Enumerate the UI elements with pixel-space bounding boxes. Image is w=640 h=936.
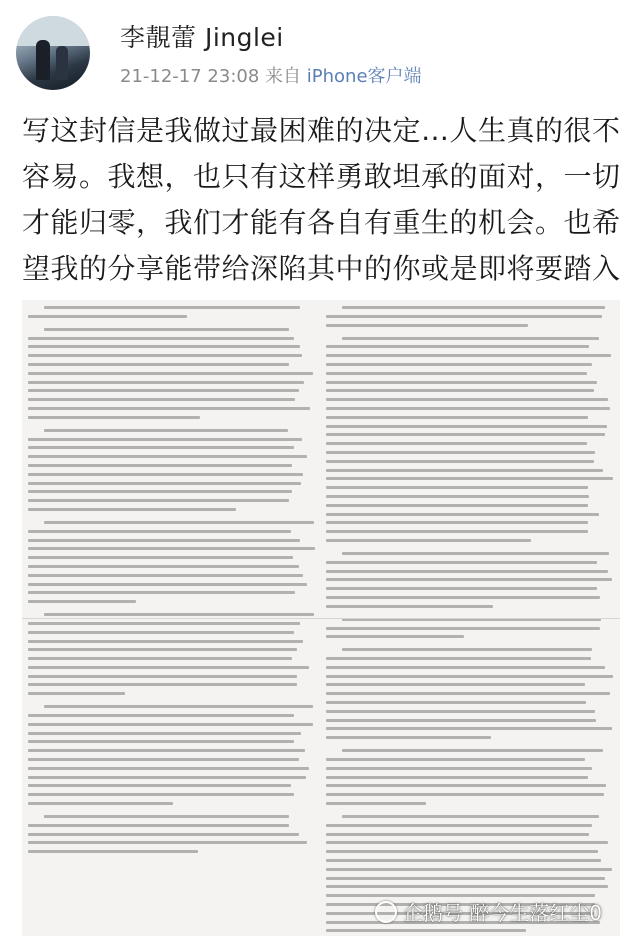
letter-text-line (28, 802, 173, 805)
letter-text-line (44, 815, 289, 818)
letter-text-line (326, 666, 605, 669)
letter-text-line (28, 631, 294, 634)
letter-text-line (28, 622, 300, 625)
letter-paragraph (326, 552, 614, 608)
letter-text-line (28, 556, 293, 559)
letter-text-line (28, 499, 289, 502)
letter-image (22, 300, 620, 936)
letter-paragraph (28, 306, 316, 318)
letter-text-line (342, 306, 605, 309)
letter-text-line (326, 776, 588, 779)
letter-text-line (326, 784, 606, 787)
avatar-figure (56, 46, 68, 80)
letter-text-line (326, 767, 592, 770)
letter-text-line (326, 824, 592, 827)
letter-text-line (326, 513, 599, 516)
letter-text-line (28, 354, 302, 357)
letter-paragraph (326, 749, 614, 805)
letter-text-line (326, 407, 610, 410)
letter-text-line (44, 613, 314, 616)
letter-text-line (326, 345, 589, 348)
letter-text-line (326, 701, 586, 704)
letter-text-line (326, 372, 587, 375)
letter-text-line (28, 315, 187, 318)
letter-text-line (28, 640, 303, 643)
letter-text-line (28, 692, 125, 695)
letter-text-line (28, 732, 301, 735)
letter-text-line (326, 675, 613, 678)
letter-text-line (28, 833, 299, 836)
letter-text-line (326, 683, 585, 686)
letter-text-line (326, 877, 605, 880)
letter-text-line (326, 530, 588, 533)
letter-text-line (326, 416, 588, 419)
post-meta (120, 62, 422, 88)
letter-text-line (326, 736, 491, 739)
letter-paragraph (326, 648, 614, 739)
penguin-icon (375, 901, 397, 923)
letter-text-line (28, 565, 299, 568)
letter-text-line (342, 337, 599, 340)
avatar-sky (16, 16, 90, 46)
letter-text-line (28, 767, 309, 770)
letter-text-line (326, 451, 595, 454)
letter-fold-line (22, 618, 620, 619)
letter-text-line (28, 372, 313, 375)
letter-text-line (28, 398, 295, 401)
letter-text-line (326, 596, 600, 599)
letter-text-line (28, 337, 294, 340)
letter-text-line (326, 833, 589, 836)
letter-paragraph (28, 705, 316, 805)
post-header (0, 0, 640, 96)
letter-text-line (28, 473, 303, 476)
letter-text-line (44, 705, 313, 708)
letter-text-line (326, 354, 611, 357)
letter-text-line (28, 389, 299, 392)
letter-text-line (326, 389, 594, 392)
letter-text-line (326, 802, 426, 805)
letter-text-line (326, 868, 612, 871)
letter-text-line (28, 648, 297, 651)
letter-text-line (28, 600, 136, 603)
letter-text-line (28, 666, 309, 669)
letter-text-line (28, 740, 294, 743)
letter-paragraph (28, 521, 316, 603)
letter-text-line (326, 469, 603, 472)
letter-text-line (28, 574, 303, 577)
letter-paragraph (28, 613, 316, 695)
letter-text-line (28, 841, 307, 844)
letter-paragraph (28, 815, 316, 853)
watermark-text: 企鹅号 醉今生落红尘0 (402, 901, 602, 925)
letter-text-line (326, 539, 531, 542)
letter-text-line (326, 929, 526, 932)
letter-text-line (342, 552, 609, 555)
source-app-link[interactable]: iPhone客户端 (306, 66, 422, 87)
letter-text-line (28, 490, 292, 493)
letter-text-line (44, 328, 289, 331)
letter-text-line (28, 438, 302, 441)
author-name[interactable]: 李靚蕾 Jinglei (120, 23, 284, 52)
letter-text-line (342, 815, 599, 818)
letter-text-line (326, 315, 602, 318)
letter-text-line (326, 758, 585, 761)
letter-text-line (326, 570, 608, 573)
letter-text-line (326, 885, 608, 888)
letter-text-line (28, 749, 305, 752)
letter-text-line (44, 429, 288, 432)
letter-text-line (28, 776, 306, 779)
letter-text-line (44, 306, 300, 309)
letter-text-line (28, 508, 236, 511)
avatar-figure (36, 40, 50, 80)
letter-text-line (326, 793, 604, 796)
letter-text-line (28, 482, 301, 485)
post-text: 写这封信是我做过最困难的决定…人生真的很不容易。我想，也只有这样勇敢坦承的面对，一切才能归零，我们才能有各自有重生的机会。也希望我的分享能带给深陷其中的你或是即将要踏入 (22, 114, 621, 285)
letter-text-line (326, 398, 608, 401)
letter-text-line (326, 381, 597, 384)
letter-text-line (326, 578, 612, 581)
letter-text-line (28, 455, 307, 458)
letter-text-line (326, 425, 607, 428)
letter-text-line (28, 793, 294, 796)
letter-paragraph (326, 306, 614, 327)
letter-paragraph (28, 429, 316, 511)
letter-text-line (28, 416, 200, 419)
letter-text-line (326, 363, 592, 366)
timestamp: 21-12-17 23:08 (120, 66, 260, 87)
letter-text-line (44, 521, 314, 524)
letter-text-line (326, 727, 612, 730)
letter-text-line (326, 692, 610, 695)
letter-text-line (326, 521, 588, 524)
letter-text-line (28, 758, 299, 761)
watermark (375, 897, 602, 926)
letter-text-line (28, 381, 304, 384)
letter-text-line (28, 657, 292, 660)
letter-text-line (326, 587, 597, 590)
letter-column-left (28, 300, 316, 863)
letter-text-line (28, 407, 310, 410)
letter-text-line (326, 719, 596, 722)
letter-text-line (326, 495, 589, 498)
letter-text-line (28, 446, 294, 449)
letter-text-line (28, 675, 297, 678)
letter-text-line (28, 464, 292, 467)
letter-text-line (28, 530, 291, 533)
letter-text-line (326, 460, 594, 463)
letter-text-line (28, 723, 313, 726)
letter-text-line (28, 683, 297, 686)
letter-text-line (326, 859, 601, 862)
letter-text-line (28, 363, 289, 366)
avatar[interactable] (16, 16, 90, 90)
letter-text-line (326, 477, 613, 480)
letter-text-line (326, 635, 464, 638)
letter-text-line (28, 850, 198, 853)
letter-text-line (326, 710, 595, 713)
letter-text-line (28, 784, 291, 787)
letter-text-line (28, 345, 300, 348)
letter-text-line (326, 627, 600, 630)
letter-text-line (326, 850, 598, 853)
letter-text-line (28, 547, 315, 550)
letter-text-line (326, 841, 608, 844)
letter-text-line (326, 605, 493, 608)
letter-paragraph (326, 618, 614, 639)
letter-text-line (28, 714, 294, 717)
letter-paragraph (28, 328, 316, 419)
letter-text-line (326, 433, 605, 436)
letter-text-line (28, 539, 300, 542)
letter-text-line (326, 504, 588, 507)
letter-text-line (326, 442, 587, 445)
letter-text-line (326, 657, 591, 660)
letter-text-line (28, 583, 307, 586)
letter-text-line (342, 648, 592, 651)
letter-text-line (28, 591, 295, 594)
letter-paragraph (326, 337, 614, 542)
letter-text-line (326, 561, 597, 564)
letter-text-line (342, 749, 603, 752)
source-prefix: 来自 (265, 66, 302, 87)
letter-text-line (28, 824, 289, 827)
letter-text-line (326, 324, 528, 327)
letter-text-line (326, 486, 588, 489)
